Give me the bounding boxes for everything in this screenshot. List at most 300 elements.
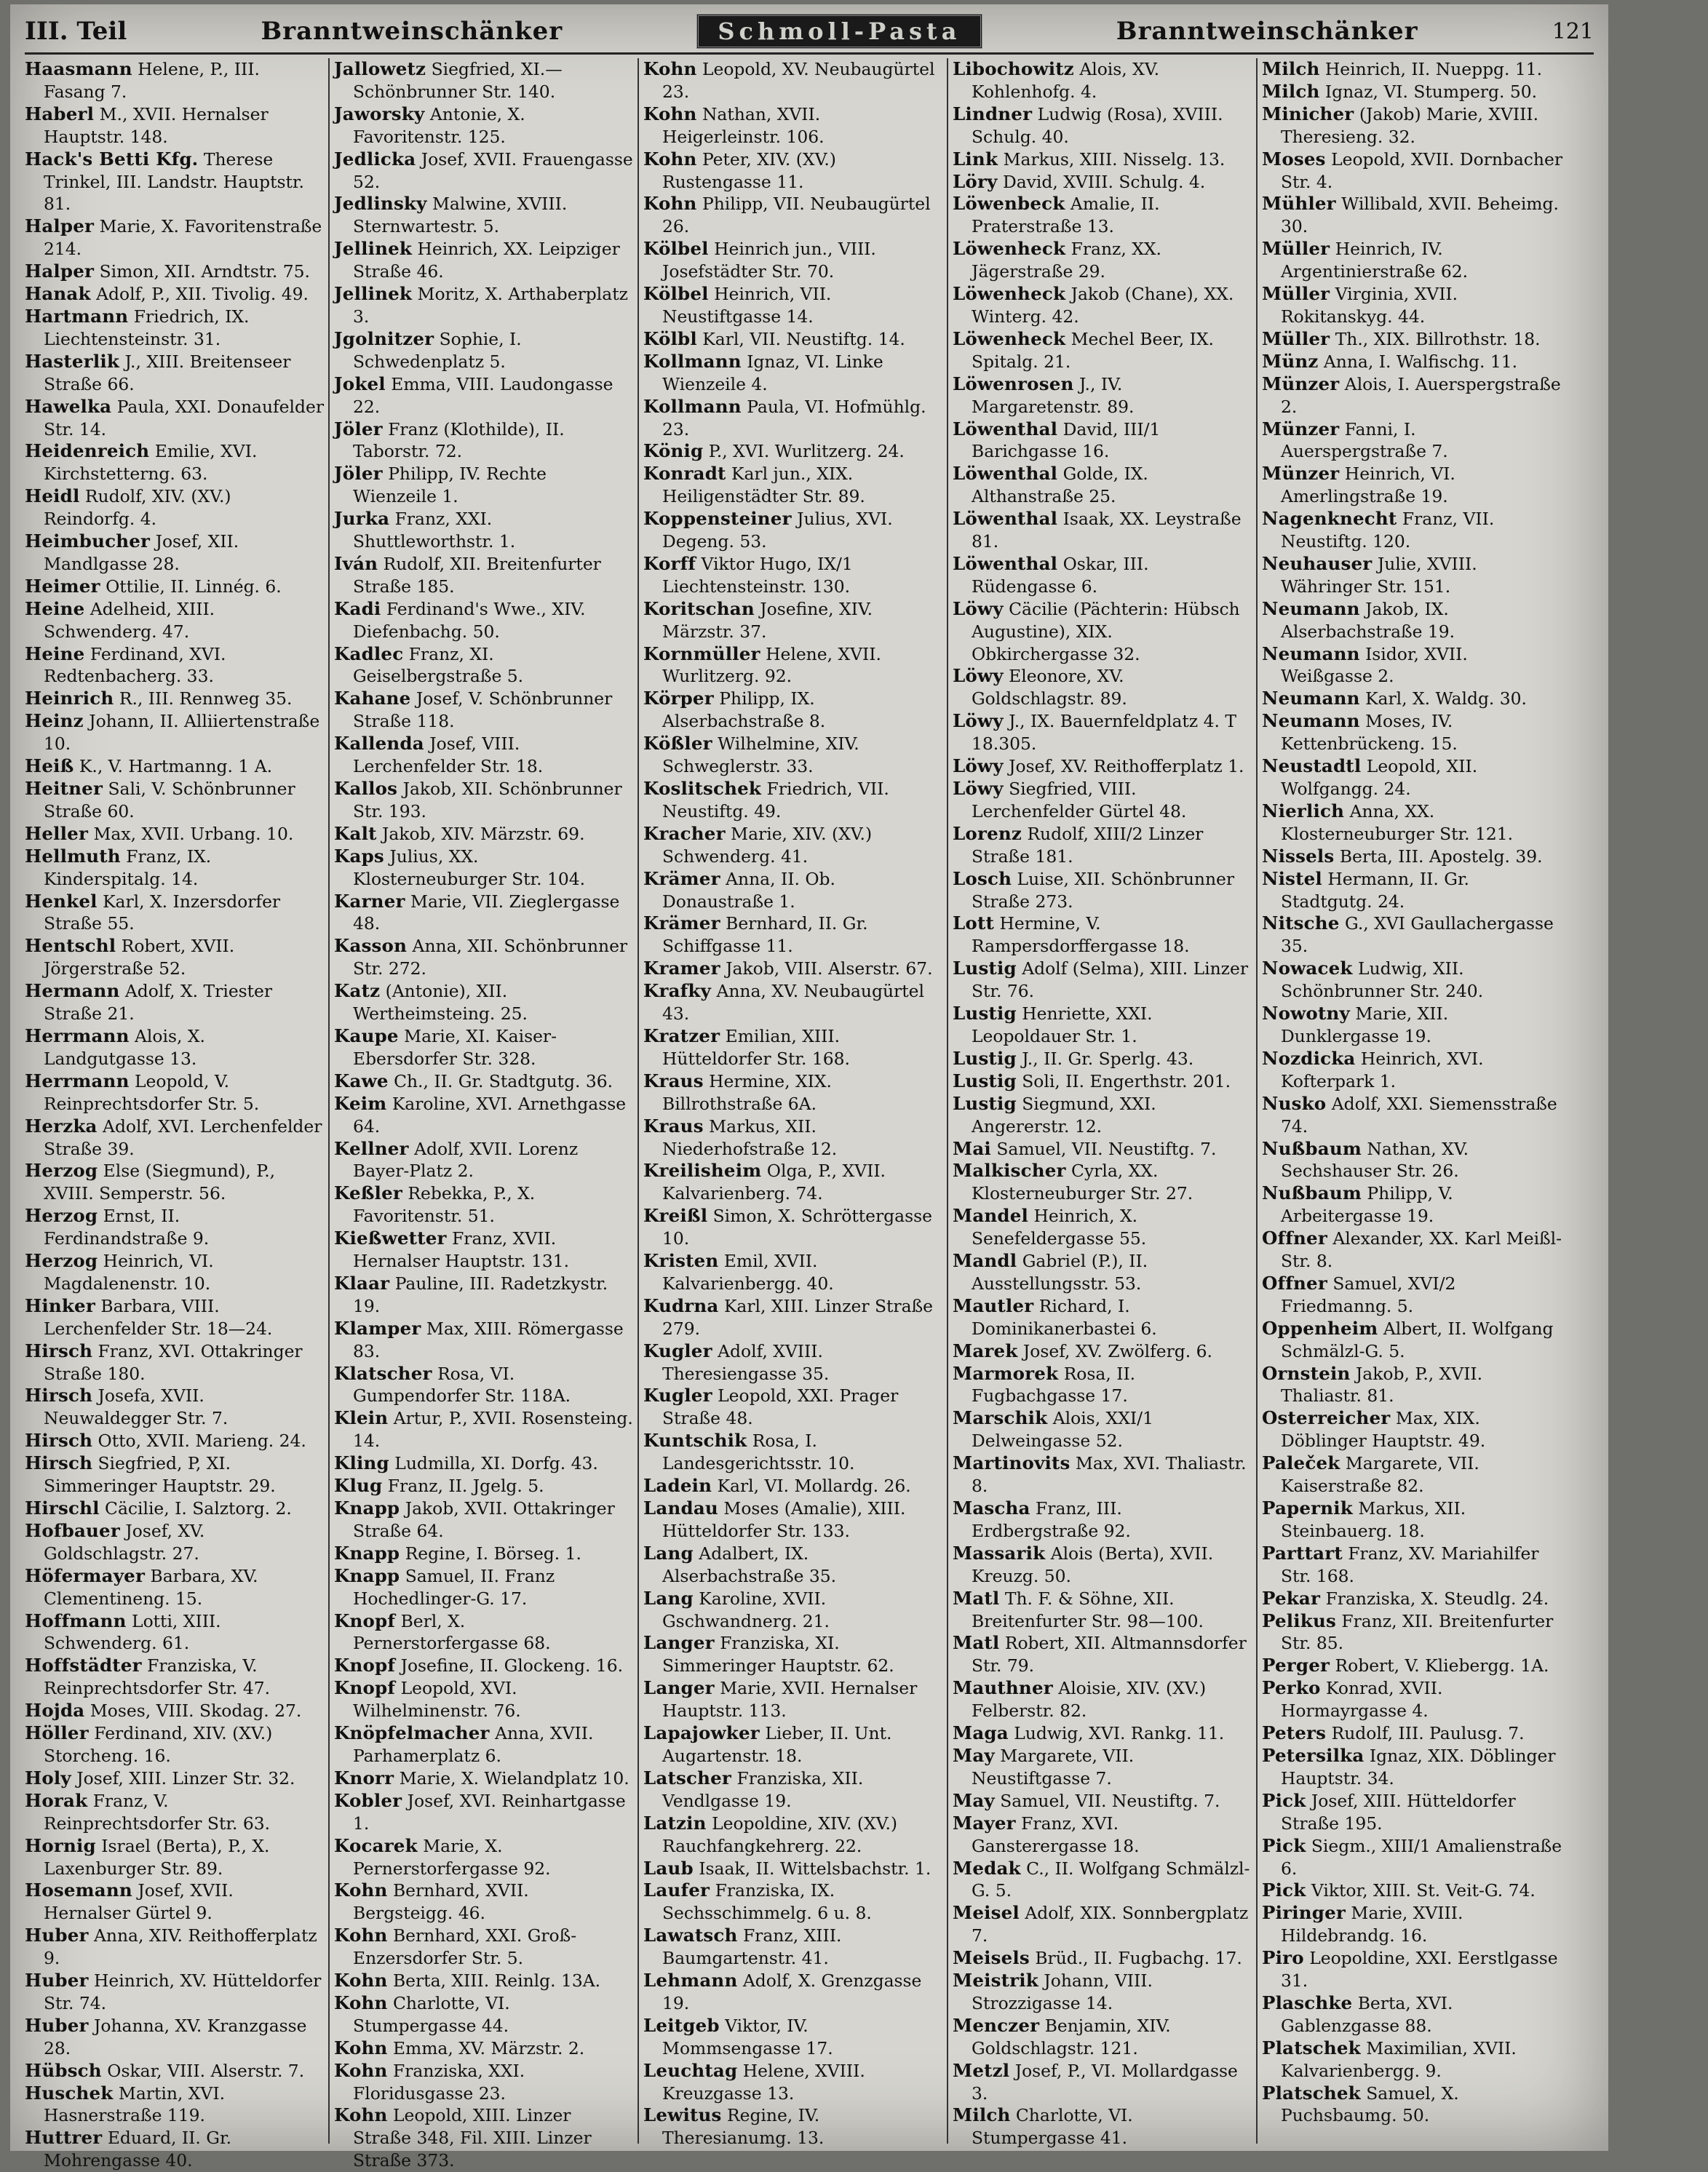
entry-name: Heiß (25, 755, 74, 777)
listing-entry (643, 238, 942, 283)
entry-details: Josef, XVII. Hernalser Gürtel 9. (44, 1880, 234, 1924)
entry-name: Konradt (643, 463, 726, 485)
listing-entry (953, 328, 1252, 373)
entry-details: Alois, XXI/1 Delweingasse 52. (972, 1408, 1153, 1452)
listing-column-4 (948, 58, 1258, 2149)
entry-details: Robert, XVII. Jörgerstraße 52. (44, 936, 235, 979)
listing-entry (334, 1722, 633, 1767)
entry-details: K., V. Hartmanng. 1 A. (79, 756, 273, 777)
entry-name: Mandl (953, 1250, 1017, 1272)
entry-details: Max, XIX. Döblinger Hauptstr. 49. (1281, 1408, 1486, 1452)
entry-name: Hoffstädter (25, 1655, 142, 1676)
entry-name: Hübsch (25, 2059, 102, 2081)
entry-name: Neustadtl (1262, 755, 1362, 777)
listing-entry (334, 778, 633, 823)
entry-name: Kölbel (643, 238, 709, 260)
entry-name: Maga (953, 1722, 1009, 1744)
entry-name: Kohn (643, 103, 697, 124)
listing-entry (334, 1767, 633, 1790)
entry-name: Karner (334, 890, 405, 912)
listing-entry (1262, 1790, 1562, 1835)
listing-entry (25, 1722, 324, 1767)
entry-name: Pick (1262, 1789, 1306, 1811)
entry-details: Anna, XVII. Parhamerplatz 6. (353, 1723, 594, 1766)
entry-details: Philipp, VII. Neubaugürtel 26. (662, 194, 931, 237)
entry-name: Lott (953, 912, 995, 934)
entry-details: Leopold, XXI. Prager Straße 48. (662, 1385, 899, 1429)
entry-details: Johann, VIII. Strozzigasse 14. (972, 1970, 1153, 2013)
entry-name: Horak (25, 1789, 88, 1811)
entry-details: Rudolf, III. Paulusg. 7. (1331, 1723, 1525, 1744)
entry-name: Hellmuth (25, 845, 121, 867)
listing-entry (643, 1115, 942, 1161)
listing-entry (953, 1048, 1252, 1070)
entry-name: Peters (1262, 1722, 1327, 1744)
listing-entry (1262, 553, 1562, 598)
entry-details: Anna, XII. Schönbrunner Str. 272. (353, 936, 628, 979)
entry-name: Heller (25, 822, 89, 844)
listing-entry (25, 58, 324, 103)
entry-details: Simon, XII. Arndtstr. 75. (99, 261, 310, 282)
entry-name: Henkel (25, 890, 98, 912)
entry-details: Franziska, X. Steudlg. 24. (1325, 1588, 1549, 1609)
entry-details: Emilian, XIII. Hütteldorfer Str. 168. (662, 1025, 850, 1069)
listing-entry (1262, 1902, 1562, 1947)
entry-details: Franz, XV. Mariahilfer Str. 168. (1281, 1543, 1539, 1586)
entry-details: Regine, IV. Theresianumg. 13. (662, 2105, 825, 2149)
entry-details: Ludwig, XII. Schönbrunner Str. 240. (1281, 958, 1484, 1002)
listing-entry (334, 1452, 633, 1475)
entry-details: Ferdinand's Wwe., XIV. Diefenbachg. 50. (353, 598, 586, 642)
entry-details: Leopold, XII. Wolfgangg. 24. (1281, 756, 1478, 799)
entry-name: Heidenreich (25, 440, 150, 462)
entry-name: Hirsch (25, 1340, 93, 1361)
listing-entry (25, 1520, 324, 1565)
entry-name: Kawe (334, 1070, 389, 1091)
listing-entry (25, 1700, 324, 1722)
entry-details: Nathan, XV. Sechshauser Str. 26. (1281, 1138, 1469, 1182)
entry-details: Marie, XI. Kaiser-Ebersdorfer Str. 328. (353, 1025, 557, 1069)
entry-details: Heinrich jun., VIII. Josefstädter Str. 70. (662, 239, 876, 282)
listing-entry (1262, 1363, 1562, 1408)
entry-details: Charlotte, VI. Stumpergasse 41. (972, 2105, 1133, 2149)
entry-name: Löwy (953, 778, 1004, 799)
entry-name: Löwy (953, 665, 1004, 687)
entry-details: Adolf (Selma), XIII. Linzer Str. 76. (972, 958, 1249, 1002)
entry-details: J., XIII. Breitenseer Straße 66. (44, 351, 291, 394)
entry-name: Kreilisheim (643, 1160, 762, 1182)
entry-details: Markus, XIII. Nisselg. 13. (1003, 148, 1226, 170)
entry-details: Cyrla, XX. Klosterneuburger Str. 27. (972, 1161, 1193, 1204)
entry-name: König (643, 440, 704, 462)
listing-entry (953, 665, 1252, 710)
entry-name: Lehmann (643, 1970, 738, 1992)
listing-entry (334, 643, 633, 688)
listing-entry (1262, 868, 1562, 913)
entry-name: Leitgeb (643, 2014, 720, 2036)
listing-entry (953, 755, 1252, 778)
entry-details: Josef, P., VI. Mollardgasse 3. (972, 2060, 1238, 2104)
listing-entry (953, 1858, 1252, 1903)
listing-entry (643, 1767, 942, 1813)
entry-details: Martin, XVI. Hasnerstraße 119. (44, 2083, 226, 2126)
entry-name: Löwenheck (953, 283, 1066, 305)
listing-entry (953, 1138, 1252, 1161)
entry-details: Josef, XIII. Hütteldorfer Straße 195. (1281, 1790, 1516, 1834)
entry-details: Franz, XVII. Hernalser Hauptstr. 131. (353, 1228, 570, 1272)
entry-details: Julie, XVIII. Währinger Str. 151. (1281, 553, 1477, 597)
listing-entry (643, 1588, 942, 1633)
entry-details: Franz, XVI. Gansterergasse 18. (972, 1813, 1140, 1856)
entry-details: Marie, X. Favoritenstraße 214. (44, 216, 322, 260)
entry-name: Hoffmann (25, 1610, 127, 1631)
listing-entry (25, 846, 324, 891)
entry-details: Viktor, XIII. St. Veit-G. 74. (1311, 1880, 1536, 1901)
listing-entry (1262, 1588, 1562, 1610)
entry-name: Knapp (334, 1564, 400, 1586)
entry-details: Franz, IX. Kinderspitalg. 14. (44, 846, 212, 889)
entry-details: Henriette, XXI. Leopoldauer Str. 1. (972, 1003, 1153, 1046)
entry-details: David, III/1 Barichgasse 16. (972, 418, 1161, 462)
listing-entry (334, 1790, 633, 1835)
entry-name: Malkischer (953, 1160, 1066, 1182)
listing-entry (25, 598, 324, 643)
entry-name: Mauthner (953, 1677, 1053, 1699)
entry-name: Kohn (643, 148, 697, 170)
entry-details: Richard, I. Dominikanerbastei 6. (972, 1295, 1157, 1339)
listing-entry (25, 530, 324, 576)
entry-details: Josef, XVII. Frauengasse 52. (353, 148, 633, 192)
entry-details: Adolf, X. Grenzgasse 19. (662, 1970, 922, 2013)
entry-details: Josef, XV. Reithofferplatz 1. (1009, 756, 1244, 777)
category-heading-left: Branntweinschänker (261, 17, 563, 46)
entry-details: Th. F. & Söhne, XII. Breitenfurter Str. 98—100. (972, 1588, 1204, 1631)
entry-name: Knapp (334, 1497, 400, 1519)
listing-entry (1262, 1745, 1562, 1790)
entry-name: Hirsch (25, 1452, 93, 1474)
entry-name: Lustig (953, 1070, 1017, 1091)
entry-details: P., XVI. Wurlitzerg. 24. (708, 441, 905, 462)
listing-entry (643, 980, 942, 1025)
entry-details: Eduard, II. Gr. Mohrengasse 40. (44, 2128, 232, 2171)
entry-details: Simon, X. Schröttergasse 10. (662, 1206, 932, 1249)
entry-details: Helene, P., III. Fasang 7. (44, 59, 260, 102)
category-heading-right: Branntweinschänker (1116, 17, 1418, 46)
listing-entry (953, 1497, 1252, 1543)
entry-name: Nagenknecht (1262, 508, 1397, 530)
listing-entry (953, 148, 1252, 171)
listing-entry (953, 710, 1252, 755)
listing-entry (1262, 1407, 1562, 1452)
listing-entry (1262, 1093, 1562, 1138)
entry-details: Bernhard, II. Gr. Schiffgasse 11. (662, 913, 868, 957)
entry-name: Kugler (643, 1340, 712, 1361)
entry-name: Kratzer (643, 1025, 720, 1046)
listing-entry (953, 1160, 1252, 1205)
entry-name: Piro (1262, 1947, 1304, 1969)
entry-details: Franz, XVI. Ottakringer Straße 180. (44, 1340, 303, 1384)
entry-name: Keim (334, 1092, 387, 1114)
listing-entry (953, 778, 1252, 823)
entry-details: Paula, VI. Hofmühlg. 23. (662, 396, 926, 439)
listing-entry (953, 508, 1252, 553)
listing-entry (334, 193, 633, 238)
entry-name: Meistrik (953, 1970, 1038, 1992)
entry-name: Platschek (1262, 2082, 1361, 2104)
entry-details: Malwine, XVIII. Sternwartestr. 5. (353, 194, 568, 237)
entry-name: Lustig (953, 1092, 1017, 1114)
entry-details: Ernst, II. Ferdinandstraße 9. (44, 1206, 210, 1249)
entry-name: Nistel (1262, 867, 1322, 889)
entry-name: Haberl (25, 103, 95, 124)
listing-entry (1262, 1655, 1562, 1677)
entry-details: Ludwig (Rosa), XVIII. Schulg. 40. (972, 103, 1223, 147)
entry-name: Heinrich (25, 688, 114, 709)
entry-details: Alois, X. Landgutgasse 13. (44, 1025, 205, 1069)
listing-entry (643, 2060, 942, 2105)
entry-details: Sophie, I. Schwedenplatz 5. (353, 328, 522, 372)
listing-entry (953, 171, 1252, 194)
entry-details: Samuel, II. Franz Hochedlinger-G. 17. (353, 1565, 555, 1609)
listing-entry (643, 1722, 942, 1767)
listing-entry (334, 1475, 633, 1497)
entry-details: J., IX. Bauernfeldplatz 4. T 18.305. (972, 711, 1236, 755)
entry-name: Kallos (334, 778, 398, 799)
listing-entry (1262, 103, 1562, 148)
listing-entry (1262, 373, 1562, 418)
listing-entry (334, 598, 633, 643)
entry-name: Lorenz (953, 822, 1022, 844)
entry-name: Paleček (1262, 1452, 1340, 1474)
entry-name: Ladein (643, 1475, 712, 1497)
listing-entry (25, 2015, 324, 2060)
listing-entry (1262, 418, 1562, 464)
entry-name: Kudrna (643, 1294, 719, 1316)
entry-details: Franz, XII. Breitenfurter Str. 85. (1281, 1610, 1554, 1654)
listing-entry (953, 1790, 1252, 1813)
entry-details: Adalbert, IX. Alserbachstraße 35. (662, 1543, 837, 1586)
entry-details: Alexander, XX. Karl Meißl-Str. 8. (1281, 1228, 1562, 1272)
entry-details: J., II. Gr. Sperlg. 43. (1022, 1048, 1194, 1069)
entry-name: Kling (334, 1452, 389, 1474)
entry-name: Pick (1262, 1834, 1306, 1856)
listing-entry (334, 1610, 633, 1655)
entry-name: Knopf (334, 1655, 396, 1676)
entry-details: Franz, XIII. Baumgartenstr. 41. (662, 1925, 842, 1969)
entry-details: Heinrich, II. Nueppg. 11. (1324, 59, 1543, 79)
entry-details: Anna, XX. Klosterneuburger Str. 121. (1281, 800, 1514, 844)
entry-details: Ignaz, VI. Linke Wienzeile 4. (662, 351, 883, 394)
entry-name: Heimer (25, 575, 100, 597)
entry-name: Matl (953, 1587, 1000, 1609)
listing-entry (334, 1182, 633, 1228)
entry-name: Langer (643, 1632, 715, 1654)
listing-entry (334, 1093, 633, 1138)
entry-details: Barbara, XV. Clementineng. 15. (44, 1565, 258, 1609)
entry-details: Amalie, II. Praterstraße 13. (972, 194, 1160, 237)
listing-entry (334, 935, 633, 980)
listing-entry (643, 912, 942, 958)
entry-name: Mai (953, 1137, 991, 1159)
entry-details: Franziska, XI. Simmeringer Hauptstr. 62. (662, 1633, 894, 1676)
entry-details: Anna, XV. Neubaugürtel 43. (662, 981, 924, 1025)
listing-entry (25, 1835, 324, 1880)
entry-details: Anna, I. Walfischg. 11. (1323, 351, 1518, 372)
entry-name: Nusko (1262, 1092, 1327, 1114)
entry-details: (Antonie), XII. Wertheimsteing. 25. (353, 981, 528, 1025)
entry-details: Moses, VIII. Skodag. 27. (90, 1700, 302, 1722)
listing-entry (643, 643, 942, 688)
listing-entry (25, 643, 324, 688)
entry-details: Ottilie, II. Linnég. 6. (106, 576, 282, 597)
entry-details: Albert, II. Wolfgang Schmälzl-G. 5. (1281, 1318, 1554, 1361)
listing-entry (25, 103, 324, 148)
entry-details: Berl, X. Pernerstorfergasse 68. (353, 1610, 551, 1654)
entry-name: Löwenthal (953, 552, 1058, 574)
listing-entry (643, 1250, 942, 1295)
entry-details: Emilie, XVI. Kirchstetterng. 63. (44, 441, 258, 485)
entry-name: Kaps (334, 845, 384, 867)
entry-details: Siegmund, XXI. Angererstr. 12. (972, 1093, 1156, 1137)
entry-name: Kollmann (643, 395, 742, 417)
entry-name: Krämer (643, 867, 720, 889)
entry-name: Herrmann (25, 1025, 130, 1046)
listing-entry (334, 1025, 633, 1070)
entry-details: Ludmilla, XI. Dorfg. 43. (394, 1453, 598, 1474)
entry-details: Margarete, VII. Kaiserstraße 82. (1281, 1453, 1479, 1497)
entry-details: Emma, XV. Märzstr. 2. (392, 2037, 585, 2058)
entry-details: Julius, XVI. Degeng. 53. (662, 509, 893, 552)
listing-entry (334, 328, 633, 373)
listing-entry (953, 238, 1252, 283)
entry-name: Neumann (1262, 597, 1360, 619)
entry-details: Adelheid, XIII. Schwenderg. 47. (44, 598, 215, 642)
entry-name: Martinovits (953, 1452, 1071, 1474)
entry-name: Offner (1262, 1228, 1327, 1249)
entry-name: May (953, 1744, 995, 1766)
listing-entry (25, 755, 324, 778)
listing-entry (25, 710, 324, 755)
entry-name: Kracher (643, 822, 726, 844)
entry-details: Leopold, XVII. Dornbacher Str. 4. (1281, 148, 1562, 192)
entry-name: Herzka (25, 1115, 98, 1137)
listing-entry (643, 148, 942, 194)
entry-details: Rudolf, XII. Breitenfurter Straße 185. (353, 553, 601, 597)
listing-entry (1262, 643, 1562, 688)
listing-entry (643, 2015, 942, 2060)
entry-details: Karoline, XVII. Gschwandnerg. 21. (662, 1588, 830, 1631)
listing-entry (334, 1407, 633, 1452)
entry-details: Jakob, IX. Alserbachstraße 19. (1281, 598, 1455, 642)
listing-entry (334, 1835, 633, 1880)
listing-entry (643, 2104, 942, 2149)
entry-name: Hornig (25, 1834, 96, 1856)
entry-details: Berta, XVI. Gablenzgasse 88. (1281, 1992, 1453, 2036)
entry-details: Heinrich, IV. Argentinierstraße 62. (1281, 239, 1469, 282)
listing-entry (1262, 912, 1562, 958)
listing-entry (643, 1205, 942, 1250)
entry-name: Löry (953, 170, 998, 192)
listing-entry (953, 193, 1252, 238)
entry-name: Nußbaum (1262, 1137, 1362, 1159)
listing-entry (1262, 58, 1562, 81)
listing-entry (643, 868, 942, 913)
entry-name: Laub (643, 1857, 694, 1879)
entry-name: Herrmann (25, 1070, 130, 1091)
entry-name: Kadi (334, 597, 381, 619)
entry-name: Koritschan (643, 597, 755, 619)
entry-details: Adolf, X. Triester Straße 21. (44, 981, 273, 1025)
entry-name: Link (953, 148, 998, 170)
listing-entry (1262, 1318, 1562, 1363)
listing-entry (334, 148, 633, 194)
entry-details: Robert, XII. Altmannsdorfer Str. 79. (972, 1633, 1247, 1676)
listing-entry (334, 733, 633, 778)
entry-details: Isidor, XVII. Weißgasse 2. (1281, 643, 1468, 687)
entry-details: Adolf, XVI. Lerchenfelder Straße 39. (44, 1115, 322, 1159)
listing-entry (953, 1250, 1252, 1295)
listing-entry (1262, 1879, 1562, 1902)
listing-entry (334, 823, 633, 846)
entry-details: Marie, XVII. Hernalser Hauptstr. 113. (662, 1678, 918, 1722)
entry-details: Karoline, XVI. Arnethgasse 64. (353, 1093, 627, 1137)
listing-entry (334, 463, 633, 508)
listing-entry (334, 58, 633, 103)
listing-entry (25, 891, 324, 936)
listing-entry (334, 418, 633, 464)
listing-entry (1262, 351, 1562, 373)
listing-entry (1262, 2083, 1562, 2128)
listing-entry (1262, 1992, 1562, 2037)
entry-name: Kellner (334, 1137, 409, 1159)
entry-details: Karl, X. Inzersdorfer Straße 55. (44, 891, 281, 934)
listing-entry (953, 912, 1252, 958)
entry-name: Parttart (1262, 1542, 1343, 1564)
entry-details: Willibald, XVII. Beheimg. 30. (1281, 194, 1559, 237)
entry-name: Hawelka (25, 395, 112, 417)
entry-name: Papernik (1262, 1497, 1353, 1519)
listing-entry (334, 2037, 633, 2060)
entry-details: Adolf, XVIII. Theresiengasse 35. (662, 1340, 830, 1384)
entry-name: Müller (1262, 238, 1330, 260)
entry-details: Markus, XII. Niederhofstraße 12. (662, 1115, 838, 1159)
entry-name: Hojda (25, 1700, 85, 1722)
entry-name: Pick (1262, 1879, 1306, 1901)
listing-entry (643, 58, 942, 103)
listing-entry (643, 733, 942, 778)
entry-details: Pauline, III. Radetzkystr. 19. (353, 1273, 608, 1316)
entry-details: Alois, XV. Kohlenhofg. 4. (972, 59, 1160, 102)
entry-name: Milch (953, 2104, 1011, 2126)
entry-details: Isaak, XX. Leystraße 81. (972, 509, 1242, 552)
entry-name: Hermann (25, 980, 120, 1002)
listing-entry (953, 58, 1252, 103)
entry-details: Bernhard, XVII. Bergsteigg. 46. (353, 1880, 529, 1924)
entry-name: Mautler (953, 1294, 1034, 1316)
entry-details: Josefa, XVII. Neuwaldegger Str. 7. (44, 1385, 229, 1429)
entry-name: Koppensteiner (643, 508, 792, 530)
entry-name: Krämer (643, 912, 720, 934)
listing-entry (953, 1340, 1252, 1363)
listing-entry (953, 598, 1252, 666)
entry-details: Ludwig, XVI. Rankg. 11. (1014, 1723, 1225, 1744)
entry-name: Mandel (953, 1205, 1029, 1227)
entry-details: Viktor Hugo, IX/1 Liechtensteinstr. 130. (662, 553, 853, 597)
listing-entry (1262, 193, 1562, 238)
listing-entry (643, 778, 942, 823)
entry-name: Kalt (334, 822, 377, 844)
entry-name: Nußbaum (1262, 1182, 1362, 1204)
